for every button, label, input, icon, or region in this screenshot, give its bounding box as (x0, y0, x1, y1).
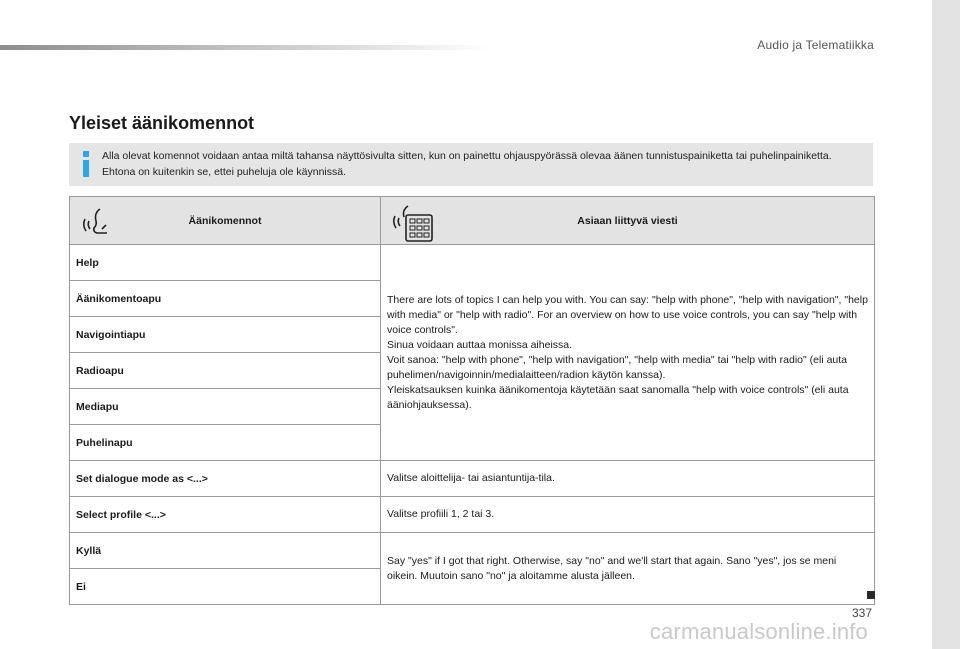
voice-message-icon (391, 203, 435, 243)
response-cell: Say "yes" if I got that right. Otherwise, say "no" and we'll start that again. Sano "yes", jos se meni oikein. Muutoin sano "no" ja aloitamme alusta jälleen. (381, 533, 875, 605)
response-line: Yleiskatsauksen kuinka äänikomentoja käytetään saat sanomalla "help with voice controls" (eli auta ääniohjauksessa). (387, 383, 849, 411)
response-line: There are lots of topics I can help you with. You can say: "help with phone", "help with navigation", "help with media" or "help with radio". For an overview on how to use voice controls, you can say "help with voice controls". (387, 293, 868, 336)
table-row (70, 533, 875, 569)
command-cell: Mediapu (70, 389, 381, 425)
chapter-title: Audio ja Telematiikka (757, 38, 874, 52)
table-row (70, 461, 875, 497)
page-number: 337 (851, 606, 872, 620)
command-cell: Kyllä (70, 533, 381, 569)
response-cell: Valitse aloittelija- tai asiantuntija-tila. (381, 461, 875, 497)
command-cell: Radioapu (70, 353, 381, 389)
response-line: Voit sanoa: "help with phone", "help with navigation", "help with media" tai "help with radio" (eli auta puhelimen/navigoinnin/medialaitteen/radion käytön kanssa). (387, 353, 848, 381)
response-line: Sinua voidaan auttaa monissa aiheissa. (387, 338, 573, 351)
info-text: Alla olevat komennot voidaan antaa miltä tahansa näyttösivulta sitten, kun on painettu ohjauspyörässä olevaa äänen tunnistuspainiketta tai puhelinpainiketta. Ehtona on kuitenkin se, ettei puheluja ole käynnissä. (102, 150, 832, 178)
side-strip (932, 0, 960, 649)
command-cell: Help (70, 245, 381, 281)
header-message-label: Asiaan liittyvä viesti (577, 214, 678, 227)
header-message (381, 197, 875, 245)
watermark: carmanualsonline.info (649, 619, 868, 644)
command-cell: Navigointiapu (70, 317, 381, 353)
info-icon (81, 151, 91, 177)
header-commands-label: Äänikomennot (188, 214, 262, 227)
header-gradient-bar (0, 45, 490, 50)
command-cell: Äänikomentoapu (70, 281, 381, 317)
voice-command-icon (80, 203, 116, 239)
table-row (70, 245, 875, 281)
response-cell: Valitse profiili 1, 2 tai 3. (381, 497, 875, 533)
command-cell: Select profile <...> (70, 497, 381, 533)
command-cell: Puhelinapu (70, 425, 381, 461)
command-cell: Ei (70, 569, 381, 605)
response-cell-help (381, 245, 875, 461)
info-box (69, 143, 873, 186)
command-cell: Set dialogue mode as <...> (70, 461, 381, 497)
header-commands (70, 197, 381, 245)
voice-commands-table (69, 196, 875, 605)
page-marker (867, 591, 875, 599)
table-row (70, 497, 875, 533)
table-header-row (70, 197, 875, 245)
section-title: Yleiset äänikomennot (69, 113, 255, 133)
